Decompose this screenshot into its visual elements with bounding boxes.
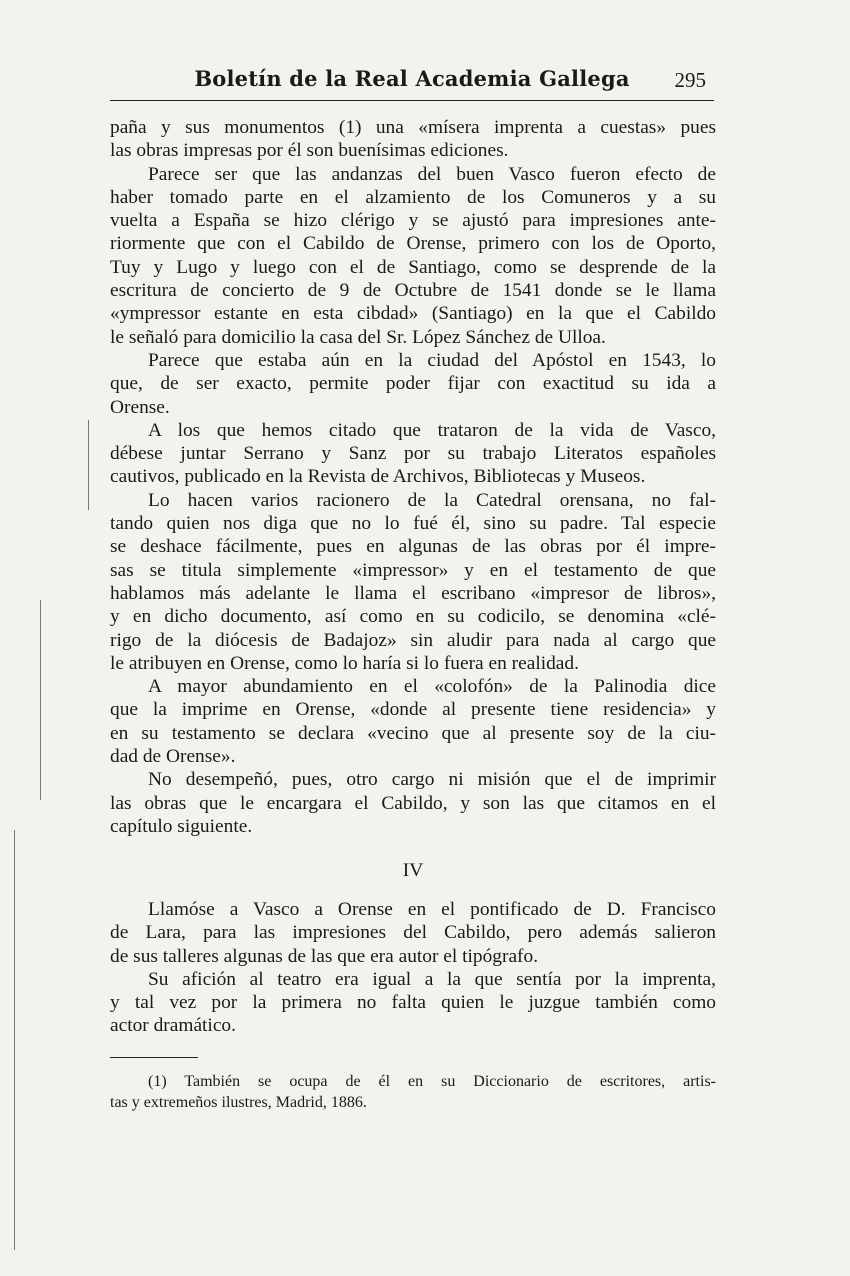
text-line: paña y sus monumentos (1) una «mísera imprenta a cuestas» pues: [110, 117, 716, 138]
text-line: dad de Orense».: [110, 746, 236, 768]
text-line: y en dicho documento, así como en su codicilo, se denomina «clé-: [110, 606, 716, 628]
text-line: escritura de concierto de 9 de Octubre de 1541 donde se le llama: [110, 280, 716, 302]
margin-mark: [88, 420, 89, 510]
text-line: Orense.: [110, 396, 170, 418]
text-line: Llamóse a Vasco a Orense en el pontificado de D. Francisco: [148, 899, 716, 920]
text-line: Lo hacen varios racionero de la Catedral orensana, no fal-: [148, 489, 716, 511]
running-title: Boletín de la Real Academia Gallega: [194, 66, 630, 91]
text-line: rigo de la diócesis de Badajoz» sin aludir para nada al cargo que: [110, 629, 716, 651]
text-line: le señaló para domicilio la casa del Sr. López Sánchez de Ulloa.: [110, 326, 606, 348]
text-line: A mayor abundamiento en el «colofón» de la Palinodia dice: [148, 676, 716, 698]
text-line: le atribuyen en Orense, como lo haría si lo fuera en realidad.: [110, 652, 579, 674]
footnote-rule: [110, 1057, 198, 1058]
text-line: las obras impresas por él son buenísimas ediciones.: [110, 140, 509, 162]
text-line: y tal vez por la primera no falta quien le juzgue también como: [110, 992, 716, 1014]
text-line: se deshace fácilmente, pues en algunas de las obras por él impre-: [110, 536, 716, 558]
text-line: haber tomado parte en el alzamiento de los Comuneros y a su: [110, 186, 716, 208]
text-line: A los que hemos citado que trataron de la vida de Vasco,: [148, 419, 716, 441]
text-line: actor dramático.: [110, 1015, 236, 1037]
text-line: Tuy y Lugo y luego con el de Santiago, como se desprende de la: [110, 256, 716, 278]
text-line: tando quien nos diga que no lo fué él, sino su padre. Tal especie: [110, 513, 716, 535]
margin-mark: [40, 600, 41, 800]
text-line: capítulo siguiente.: [110, 815, 253, 837]
text-line: que, de ser exacto, permite poder fijar con exactitud su ida a: [110, 373, 716, 395]
page-number: 295: [674, 68, 706, 92]
section-text: [110, 898, 716, 1038]
text-line: cautivos, publicado en la Revista de Archivos, Bibliotecas y Museos.: [110, 466, 646, 488]
margin-mark: [14, 830, 15, 1250]
text-line: hablamos más adelante le llama el escribano «impresor de libros»,: [110, 582, 716, 604]
text-line: que la imprime en Orense, «donde al presente tiene residencia» y: [110, 699, 716, 721]
header-rule: [110, 100, 714, 101]
text-line: las obras que le encargara el Cabildo, y son las que citamos en el: [110, 792, 716, 814]
text-line: vuelta a España se hizo clérigo y se ajustó para impresiones ante-: [110, 210, 716, 232]
text-line: sas se titula simplemente «impressor» y en el testamento de que: [110, 559, 716, 581]
text-line: «ympressor estante en esta cibdad» (Santiago) en la que el Cabildo: [110, 303, 716, 325]
text-line: (1) También se ocupa de él en su Diccionario de escritores, artis-: [148, 1073, 716, 1090]
footnote: [110, 1071, 716, 1113]
text-line: tas y extremeños ilustres, Madrid, 1886.: [110, 1094, 367, 1111]
text-line: riormente que con el Cabildo de Orense, primero con los de Oporto,: [110, 233, 716, 255]
text-line: Su afición al teatro era igual a la que sentía por la imprenta,: [148, 968, 716, 990]
text-line: de Lara, para las impresiones del Cabildo, pero además salieron: [110, 922, 716, 944]
page-header: [110, 66, 714, 91]
text-line: Parece ser que las andanzas del buen Vasco fueron efecto de: [148, 163, 716, 185]
text-line: Parece que estaba aún en la ciudad del Apóstol en 1543, lo: [148, 349, 716, 371]
section-heading: IV: [402, 860, 424, 881]
text-line: de sus talleres algunas de las que era autor el tipógrafo.: [110, 945, 539, 967]
text-line: en su testamento se declara «vecino que al presente soy de la ciu-: [110, 722, 716, 744]
main-text: [110, 116, 716, 838]
text-line: No desempeñó, pues, otro cargo ni misión que el de imprimir: [148, 769, 716, 791]
text-line: débese juntar Serrano y Sanz por su trabajo Literatos españoles: [110, 443, 716, 465]
